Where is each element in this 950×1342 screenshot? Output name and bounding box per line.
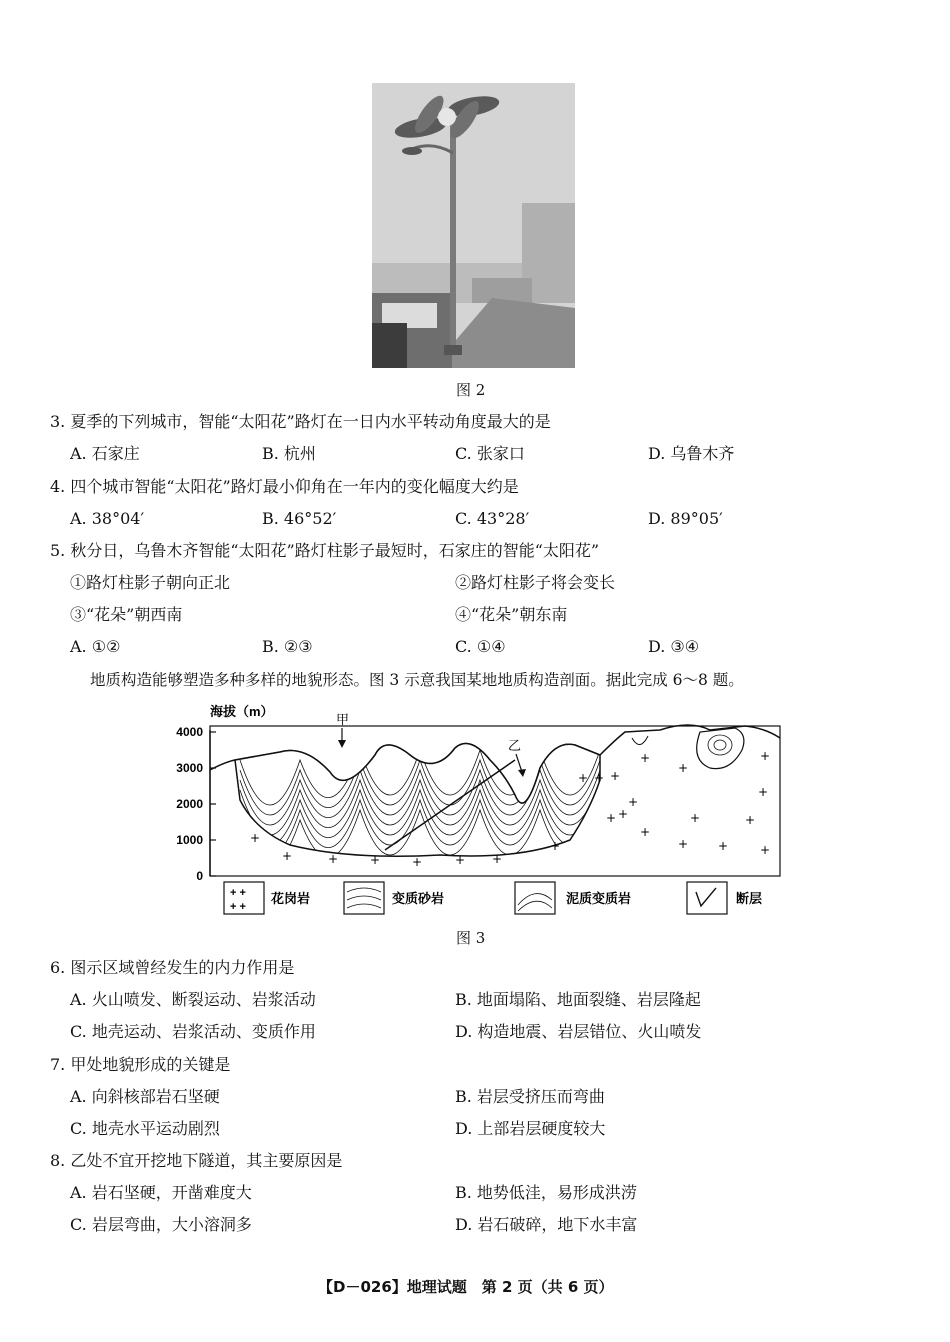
q4-option-a: A. 38°04′ (70, 509, 145, 528)
q3-option-c: C. 张家口 (455, 444, 525, 463)
q4-option-d: D. 89°05′ (648, 509, 723, 528)
q8-option-d: D. 岩石破碎，地下水丰富 (455, 1215, 638, 1234)
q3-option-a: A. 石家庄 (70, 444, 140, 463)
svg-text:+: + (328, 852, 339, 866)
q3-option-d: D. 乌鲁木齐 (648, 444, 735, 463)
svg-text:+: + (678, 761, 689, 775)
q3-stem: 3. 夏季的下列城市，智能“太阳花”路灯在一日内水平转动角度最大的是 (50, 412, 551, 431)
q6-option-a: A. 火山喷发、断裂运动、岩浆活动 (70, 990, 316, 1009)
q6-option-b: B. 地面塌陷、地面裂缝、岩层隆起 (455, 990, 701, 1009)
q5-statement-3: ③“花朵”朝西南 (70, 605, 183, 624)
q5-option-b: B. ②③ (262, 637, 313, 656)
svg-text:+: + (640, 751, 651, 765)
svg-text:+: + (628, 795, 639, 809)
figure3-caption: 图 3 (456, 929, 486, 947)
svg-text:+ +: + + (230, 887, 246, 899)
q7-stem: 7. 甲处地貌形成的关键是 (50, 1055, 231, 1074)
q7-option-c: C. 地壳水平运动剧烈 (70, 1119, 220, 1138)
q8-stem: 8. 乙处不宜开挖地下隧道，其主要原因是 (50, 1151, 343, 1170)
svg-text:+: + (282, 849, 293, 863)
q5-option-a: A. ①② (70, 637, 121, 656)
section-intro: 地质构造能够塑造多种多样的地貌形态。图 3 示意我国某地地质构造剖面。据此完成 6～8 题。 (90, 671, 744, 689)
q8-option-a: A. 岩石坚硬，开凿难度大 (70, 1183, 252, 1202)
legend-fault: 断层 (736, 891, 763, 906)
svg-text:+: + (745, 813, 756, 827)
legend-metasandstone: 变质砂岩 (392, 891, 445, 906)
q6-option-c: C. 地壳运动、岩浆活动、变质作用 (70, 1022, 316, 1041)
svg-text:+: + (610, 769, 621, 783)
y-tick-0: 0 (196, 869, 203, 883)
svg-text:+: + (370, 853, 381, 867)
svg-text:+: + (455, 853, 466, 867)
q5-option-c: C. ①④ (455, 637, 506, 656)
q5-statement-1: ①路灯柱影子朝向正北 (70, 573, 231, 592)
q5-stem: 5. 秋分日，乌鲁木齐智能“太阳花”路灯柱影子最短时，石家庄的智能“太阳花” (50, 541, 600, 560)
q8-option-b: B. 地势低洼，易形成洪涝 (455, 1183, 637, 1202)
q7-option-d: D. 上部岩层硬度较大 (455, 1119, 606, 1138)
svg-text:+: + (640, 825, 651, 839)
svg-text:+: + (578, 771, 589, 785)
svg-text:+: + (718, 839, 729, 853)
q4-option-b: B. 46°52′ (262, 509, 337, 528)
figure2-caption: 图 2 (456, 381, 486, 399)
q6-option-d: D. 构造地震、岩层错位、火山喷发 (455, 1022, 702, 1041)
q6-stem: 6. 图示区域曾经发生的内力作用是 (50, 958, 295, 977)
svg-text:+: + (690, 811, 701, 825)
svg-text:+: + (760, 749, 771, 763)
q7-option-a: A. 向斜核部岩石坚硬 (70, 1087, 220, 1106)
q7-option-b: B. 岩层受挤压而弯曲 (455, 1087, 605, 1106)
y-tick-1000: 1000 (176, 833, 203, 847)
svg-text:+: + (606, 811, 617, 825)
svg-text:+ +: + + (230, 901, 246, 913)
svg-text:+: + (412, 855, 423, 869)
svg-text:+: + (594, 771, 605, 785)
label-jia: 甲 (336, 713, 350, 728)
q5-statement-2: ②路灯柱影子将会变长 (455, 573, 616, 592)
geologic-cross-section (170, 700, 782, 918)
q4-stem: 4. 四个城市智能“太阳花”路灯最小仰角在一年内的变化幅度大约是 (50, 477, 519, 496)
svg-text:+: + (758, 785, 769, 799)
y-tick-3000: 3000 (176, 761, 203, 775)
solar-flower-lamp-photo (372, 83, 575, 368)
svg-text:+: + (250, 831, 261, 845)
page-footer: 【D－026】地理试题 第 2 页（共 6 页） (318, 1278, 614, 1296)
svg-text:+: + (618, 807, 629, 821)
y-tick-2000: 2000 (176, 797, 203, 811)
q4-option-c: C. 43°28′ (455, 509, 530, 528)
legend-argillaceous-metamorphic: 泥质变质岩 (566, 891, 632, 906)
svg-text:+: + (550, 839, 561, 853)
y-axis-label: 海拔（m） (210, 704, 274, 719)
q5-option-d: D. ③④ (648, 637, 700, 656)
svg-text:+: + (678, 837, 689, 851)
q5-statement-4: ④“花朵”朝东南 (455, 605, 568, 624)
q8-option-c: C. 岩层弯曲，大小溶洞多 (70, 1215, 252, 1234)
legend-granite: 花岗岩 (271, 891, 311, 906)
label-yi: 乙 (508, 739, 522, 754)
q3-option-b: B. 杭州 (262, 444, 316, 463)
svg-text:+: + (760, 843, 771, 857)
y-tick-4000: 4000 (176, 725, 203, 739)
svg-text:+: + (492, 852, 503, 866)
